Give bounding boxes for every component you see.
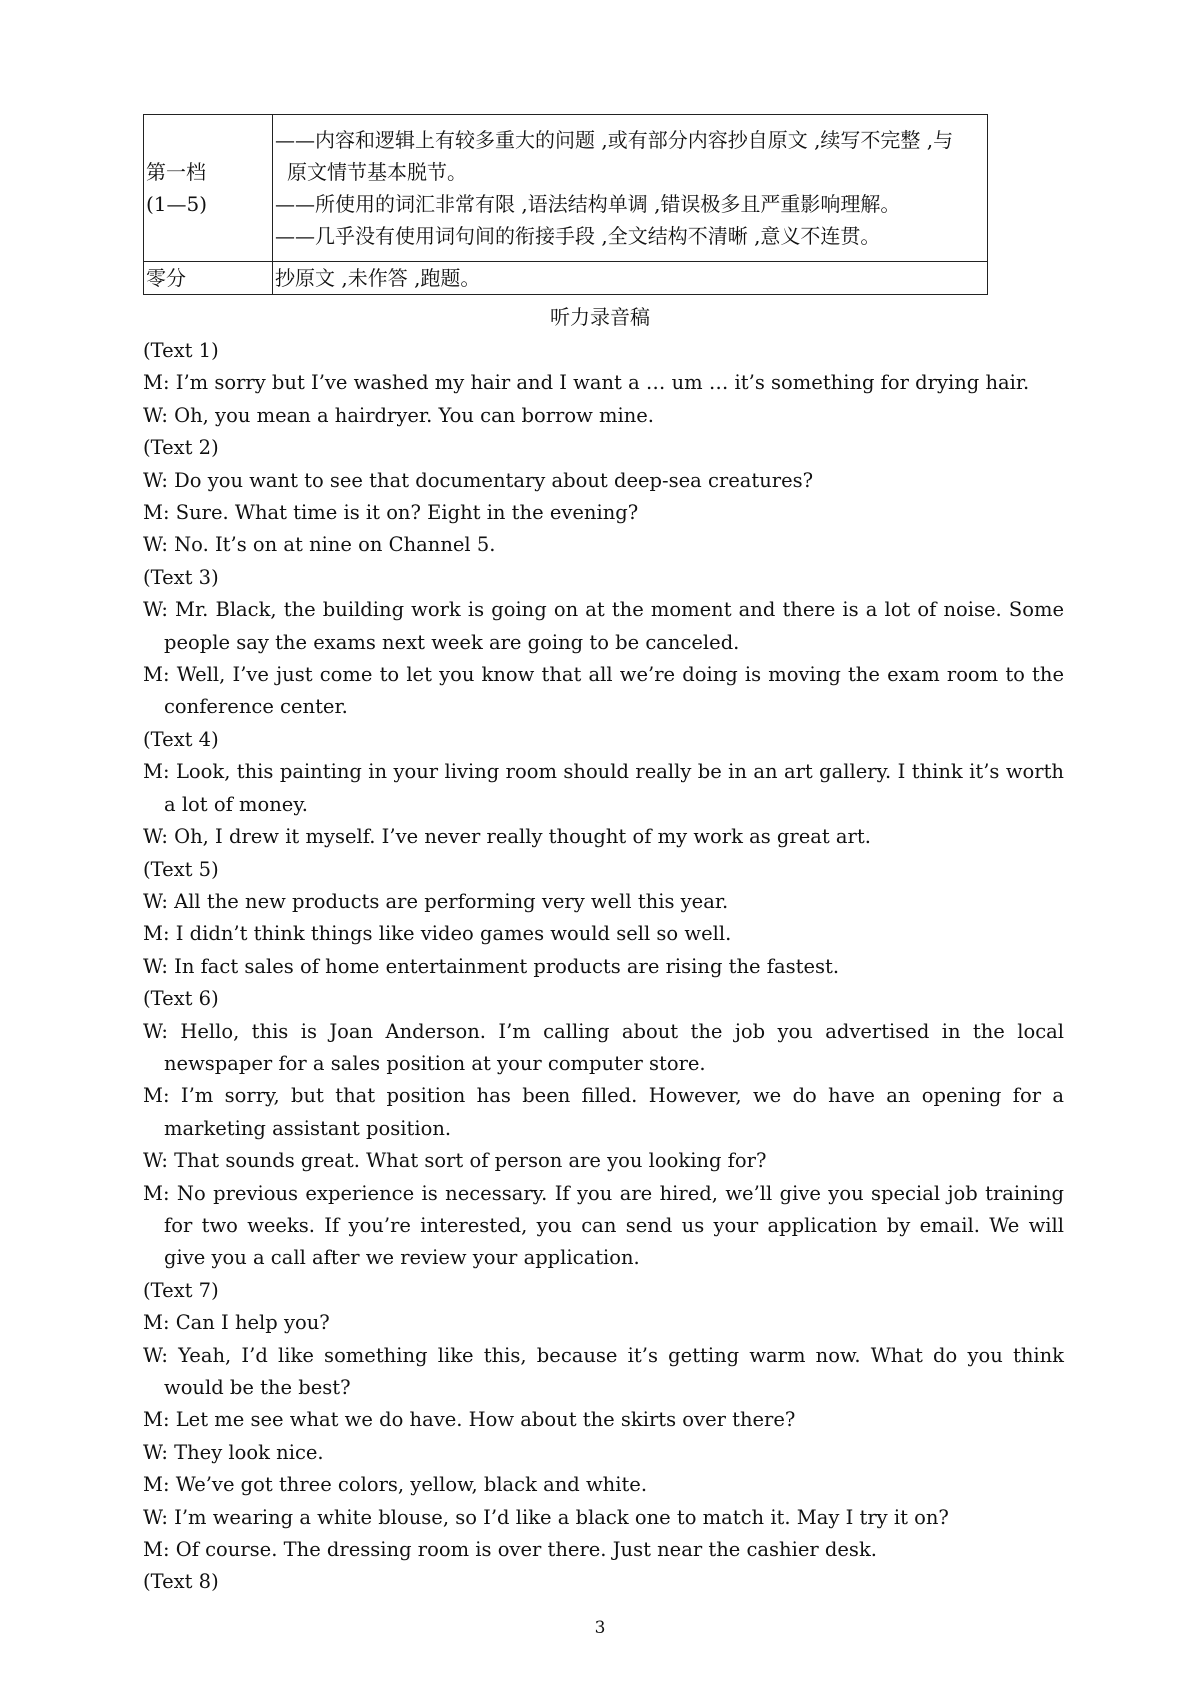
transcript-line: W: I’m wearing a white blouse, so I’d like a black one to match it. May I try it on? [143,1505,949,1529]
transcript-line: M: I’m sorry, but that position has been filled. However, we do have an opening for a marketing assistant position. [143,1084,1064,1140]
transcript-line: W: They look nice. [143,1440,324,1464]
transcript-line: W: All the new products are performing very well this year. [143,889,729,913]
transcript-line: W: No. It’s on at nine on Channel 5. [143,533,496,557]
rubric-criteria-cell [273,115,988,262]
grade-label: 第一档 [146,160,206,184]
rubric-criteria-cell [273,262,988,295]
transcript-line: W: That sounds great. What sort of person are you looking for? [143,1149,767,1173]
transcript-line: W: Mr. Black, the building work is going on at the moment and there is a lot of noise. Some people say the exams next week are going to be canceled. [143,598,1064,654]
transcript-line: M: We’ve got three colors, yellow, black and white. [143,1473,648,1497]
criterion-line: ——所使用的词汇非常有限 ,语法结构单调 ,错误极多且严重影响理解。 [275,192,901,216]
grade-label: 零分 [146,266,186,290]
transcript-line: (Text 3) [143,565,219,589]
rubric-row-zero [144,262,988,295]
rubric-grade-cell [144,115,273,262]
transcript-line: M: I didn’t think things like video games would sell so well. [143,922,732,946]
listening-transcript [143,335,1064,1599]
transcript-line: M: Can I help you? [143,1311,330,1335]
criterion-line: 原文情节基本脱节。 [287,160,467,184]
transcript-line: M: Of course. The dressing room is over there. Just near the cashier desk. [143,1538,877,1562]
transcript-line: W: Hello, this is Joan Anderson. I’m calling about the job you advertised in the local newspaper for a sales position at your computer store. [143,1019,1064,1075]
section-title: 听力录音稿 [550,305,650,329]
transcript-line: W: Oh, you mean a hairdryer. You can borrow mine. [143,403,654,427]
transcript-line: (Text 2) [143,436,219,460]
transcript-line: M: Let me see what we do have. How about the skirts over there? [143,1408,796,1432]
transcript-line: (Text 5) [143,857,219,881]
transcript-line: W: In fact sales of home entertainment products are rising the fastest. [143,954,840,978]
criterion-line: ——几乎没有使用词句间的衔接手段 ,全文结构不清晰 ,意义不连贯。 [275,224,881,248]
transcript-line: M: Sure. What time is it on? Eight in the evening? [143,501,639,525]
transcript-line: (Text 8) [143,1570,219,1594]
criterion-line: ——内容和逻辑上有较多重大的问题 ,或有部分内容抄自原文 ,续写不完整 ,与 [275,128,954,152]
transcript-line: (Text 6) [143,987,219,1011]
rubric-row-grade-1 [144,115,988,262]
transcript-line: M: No previous experience is necessary. If you are hired, we’ll give you special job training for two weeks. If you’re interested, you can send us your application by email. We will give you a call after we review your application. [143,1181,1064,1270]
transcript-line: M: Look, this painting in your living room should really be in an art gallery. I think it’s worth a lot of money. [143,760,1064,816]
transcript-line: M: I’m sorry but I’ve washed my hair and I want a … um … it’s something for drying hair. [143,371,1030,395]
transcript-line: (Text 4) [143,727,219,751]
transcript-line: W: Oh, I drew it myself. I’ve never really thought of my work as great art. [143,825,871,849]
transcript-line: W: Do you want to see that documentary about deep-sea creatures? [143,468,814,492]
transcript-line: M: Well, I’ve just come to let you know that all we’re doing is moving the exam room to the conference center. [143,663,1064,719]
scoring-rubric-table [143,114,988,295]
rubric-grade-cell [144,262,273,295]
grade-range: (1—5) [146,192,208,216]
transcript-line: (Text 1) [143,339,219,362]
page-number: 3 [594,1618,606,1638]
transcript-line: (Text 7) [143,1278,219,1302]
criterion-line: 抄原文 ,未作答 ,跑题。 [275,266,481,290]
transcript-line: W: Yeah, I’d like something like this, because it’s getting warm now. What do you think would be the best? [143,1343,1064,1399]
